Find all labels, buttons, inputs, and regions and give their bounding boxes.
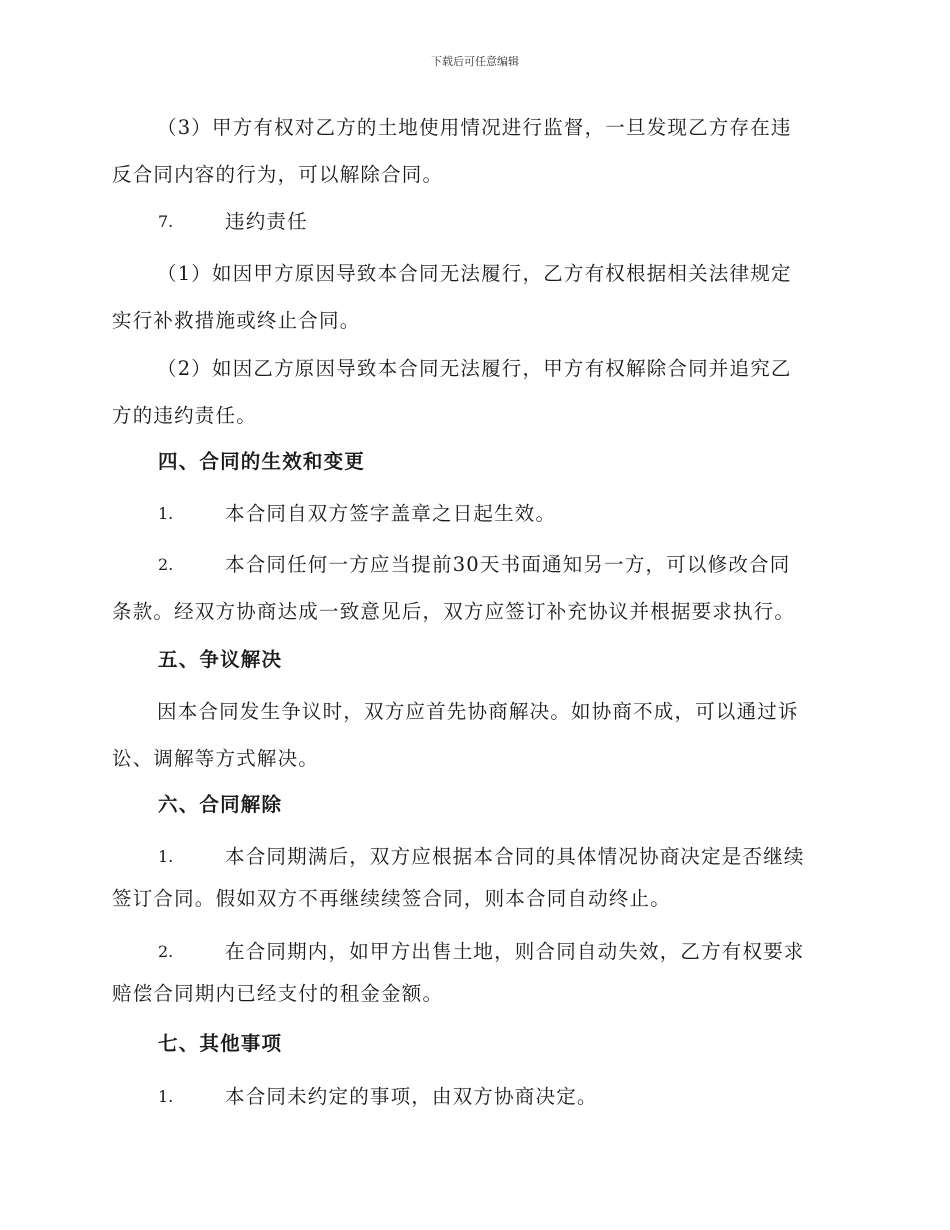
s7-item-1-number: 1. <box>158 1087 174 1106</box>
paragraph-line: 方的违约责任。 <box>112 404 257 427</box>
s7-item-1-text: 本合同未约定的事项，由双方协商决定。 <box>225 1085 598 1108</box>
s4-item-2-number: 2. <box>158 555 174 574</box>
paragraph-line: （1）如因甲方原因导致本合同无法履行，乙方有权根据相关法律规定 <box>157 262 792 285</box>
item-7-number: 7. <box>158 212 174 231</box>
section-5-heading: 五、争议解决 <box>158 648 283 671</box>
section-5-paragraph <box>112 688 832 782</box>
section-6-heading: 六、合同解除 <box>158 793 283 816</box>
clause-3-paragraph <box>112 104 832 198</box>
s6-item-1-line2: 签订合同。假如双方不再继续续签合同，则本合同自动终止。 <box>112 887 671 910</box>
item-7-title: 违约责任 <box>225 210 308 233</box>
s6-item-2-number: 2. <box>158 942 174 961</box>
clause-1-paragraph <box>112 250 832 344</box>
page-header: 下载后可任意编辑 <box>431 55 519 68</box>
s4-item-1-number: 1. <box>158 504 174 523</box>
paragraph-line: 因本合同发生争议时，双方应首先协商解决。如协商不成，可以通过诉 <box>157 700 799 723</box>
paragraph-line: （2）如因乙方原因导致本合同无法履行，甲方有权解除合同并追究乙 <box>157 357 792 380</box>
paragraph-line: 实行补救措施或终止合同。 <box>112 309 361 332</box>
s4-item-1-text: 本合同自双方签字盖章之日起生效。 <box>225 502 557 525</box>
section-7-heading: 七、其他事项 <box>158 1032 283 1055</box>
paragraph-line: （3）甲方有权对乙方的土地使用情况进行监督，一旦发现乙方存在违 <box>157 116 792 139</box>
clause-2-paragraph <box>112 345 832 439</box>
s4-item-2-line1: 本合同任何一方应当提前30天书面通知另一方，可以修改合同 <box>225 553 791 576</box>
paragraph-line: 反合同内容的行为，可以解除合同。 <box>112 163 444 186</box>
s4-item-2-line2: 条款。经双方协商达成一致意见后，双方应签订补充协议并根据要求执行。 <box>112 600 796 623</box>
s6-item-2-line1: 在合同期内，如甲方出售土地，则合同自动失效，乙方有权要求 <box>225 940 805 963</box>
section-4-heading: 四、合同的生效和变更 <box>158 450 366 473</box>
paragraph-line: 讼、调解等方式解决。 <box>112 747 320 770</box>
s6-item-1-line1: 本合同期满后，双方应根据本合同的具体情况协商决定是否继续 <box>225 845 805 868</box>
s6-item-2-line2: 赔偿合同期内已经支付的租金金额。 <box>112 982 444 1005</box>
s6-item-1-number: 1. <box>158 847 174 866</box>
